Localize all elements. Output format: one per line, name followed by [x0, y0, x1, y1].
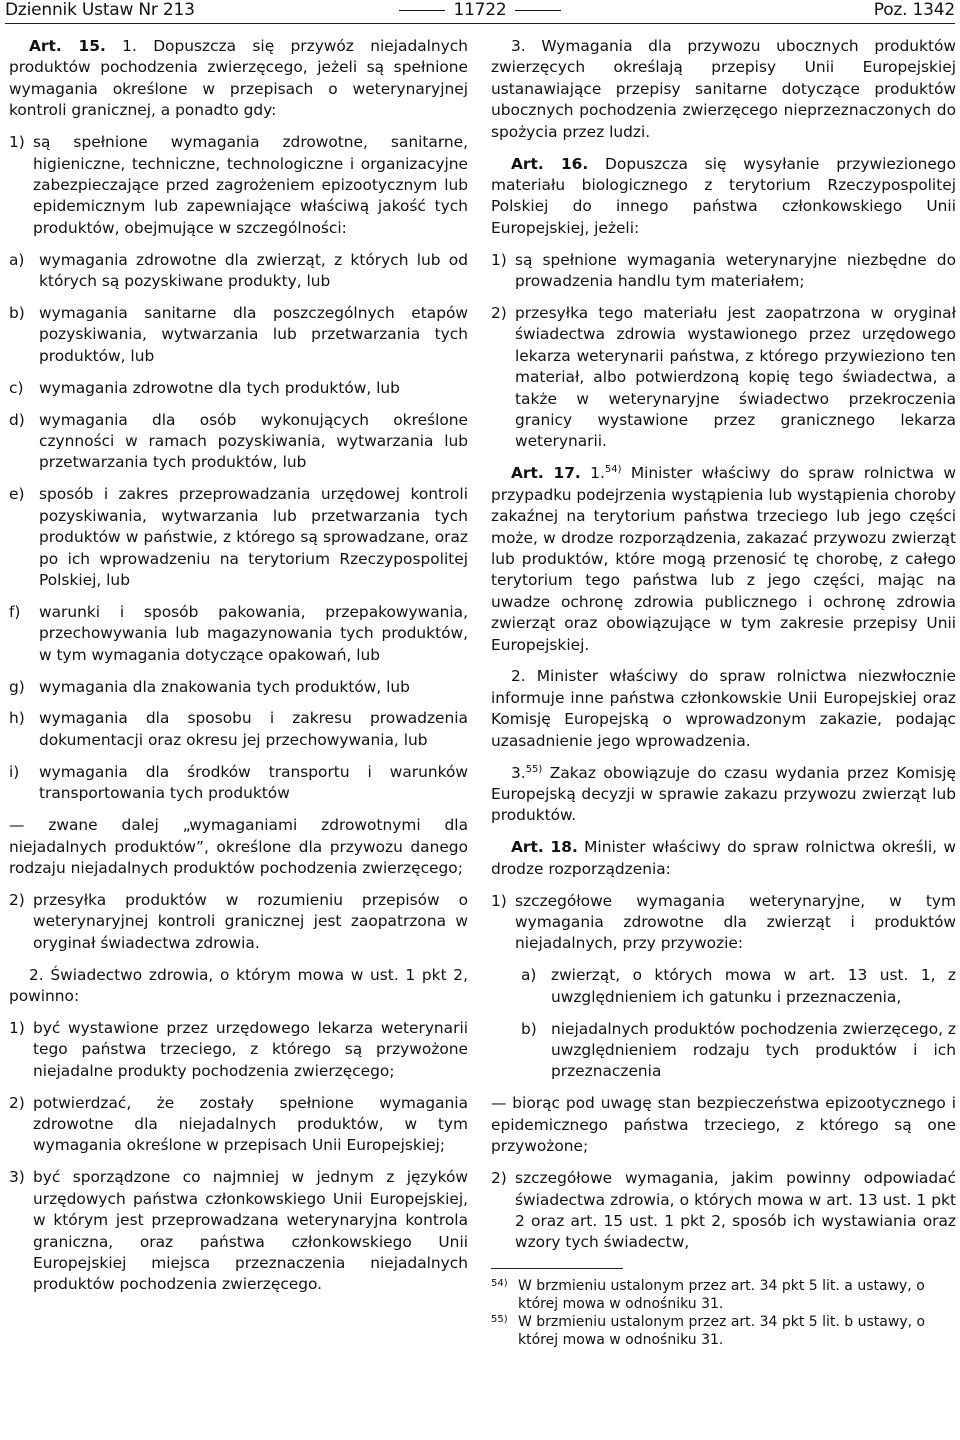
- page-header: [5, 0, 955, 22]
- point-number: 2): [491, 303, 507, 322]
- page-number: 11722: [453, 0, 507, 20]
- dash-left: [399, 10, 445, 11]
- list-item-d: [9, 410, 468, 474]
- art17-paragraph-2: 2. Minister właściwy do spraw rolnictwa niezwłocznie informuje inne państwa członkowskie Unii Europejskiej oraz Komisję Europejską o wprowadzonym zakazie, podając uzasadnienie jego wprowadzenia.: [491, 667, 956, 750]
- header-rule: [5, 23, 955, 24]
- art15-point-2: [9, 890, 468, 954]
- item-text: wymagania dla znakowania tych produktów, lub: [39, 677, 410, 696]
- point-text: szczegółowe wymagania, jakim powinny odpowiadać świadectwa zdrowia, o których mowa w art. 13 ust. 1 pkt 2 oraz art. 15 ust. 1 pkt 2, sposób ich wystawiania oraz wzory tych świadectw,: [515, 1169, 956, 1252]
- item-letter: d): [9, 410, 25, 429]
- art18-label: Art. 18.: [511, 838, 578, 857]
- item-text: wymagania zdrowotne dla zwierząt, z których lub od których są pozyskiwane produkty, lub: [39, 250, 468, 291]
- dash-right: [515, 10, 561, 11]
- point-text: są spełnione wymagania zdrowotne, sanitarne, higieniczne, techniczne, technologiczne i organizacyjne zabezpieczające przed zagrożeniem epizootycznym lub epidemicznym lub zapewniające właściwą jakość tych produktów, obejmujące w szczególności:: [33, 133, 468, 237]
- item-text: zwierząt, o których mowa w art. 13 ust. 1, z uwzględnieniem ich gatunku i przeznaczenia,: [551, 966, 956, 1006]
- point-number: 2): [9, 890, 25, 909]
- art15-text: 1. Dopuszcza się przywóz niejadalnych produktów pochodzenia zwierzęcego, jeżeli są spełnione wymagania określone w przepisach o weterynaryjnej kontroli granicznej, a ponadto gdy:: [9, 37, 468, 120]
- page-number-wrap: [5, 0, 955, 20]
- item-text: wymagania dla sposobu i zakresu prowadzenia dokumentacji oraz okresu jej przechowywania, lub: [39, 709, 468, 749]
- item-letter: h): [9, 709, 25, 728]
- point-number: 1): [9, 133, 25, 152]
- item-text: niejadalnych produktów pochodzenia zwierzęcego, z uwzględnieniem rodzaju tych produktów i ich przeznaczenia: [551, 1019, 956, 1081]
- art15-paragraph-3: 3. Wymagania dla przywozu ubocznych produktów zwierzęcych określają przepisy Unii Europejskiej ustanawiające przepisy sanitarne dotyczące produktów ubocznych pochodzenia zwierzęcego nieprzeznaczonych do spożycia przez ludzi.: [491, 37, 956, 141]
- art18-point-2: [491, 1168, 956, 1254]
- item-letter: b): [9, 303, 25, 322]
- footnote-54: [491, 1277, 956, 1313]
- art18-sub-item-b: [491, 1019, 956, 1083]
- right-column: [491, 36, 956, 1349]
- art17-paragraph-1: [491, 463, 956, 656]
- art15-paragraph-1: [9, 36, 468, 122]
- art18-paragraph: [491, 837, 956, 880]
- art17-number: 1.: [590, 464, 605, 483]
- list-item-f: [9, 602, 468, 666]
- art18-sub-item-a: [491, 965, 956, 1008]
- certificate-requirement-1: [9, 1018, 468, 1082]
- paragraph-text: Zakaz obowiązuje do czasu wydania przez Komisję Europejską decyzji w sprawie zakazu przywozu zwierząt lub produktów.: [491, 763, 956, 825]
- item-letter: i): [9, 762, 20, 781]
- art16-text: Dopuszcza się wysyłanie przywiezionego materiału biologicznego z terytorium Rzeczypospolitej Polskiej do innego państwa członkowskiego Unii Europejskiej, jeżeli:: [491, 154, 956, 237]
- defined-term-paragraph: — zwane dalej „wymaganiami zdrowotnymi dla niejadalnych produktów”, określone dla przywozu danego rodzaju niejadalnych produktów pochodzenia zwierzęcego;: [9, 816, 468, 877]
- art16-point-1: [491, 250, 956, 293]
- art18-text: Minister właściwy do spraw rolnictwa określi, w drodze rozporządzenia:: [491, 838, 956, 878]
- item-text: wymagania dla środków transportu i warunków transportowania tych produktów: [39, 762, 468, 803]
- list-item-h: [9, 708, 468, 751]
- point-text: przesyłka tego materiału jest zaopatrzona w oryginał świadectwa zdrowia wystawionego przez urzędowego lekarza weterynarii państwa, z którego przywieziono ten materiał, albo potwierdzoną kopię tego świadectwa, a także w weterynaryjne świadectwo przekroczenia granicy wystawione przez granicznego lekarza weterynarii.: [515, 303, 956, 451]
- list-item-g: [9, 677, 468, 698]
- left-column: [9, 36, 468, 1296]
- item-text: wymagania zdrowotne dla tych produktów, lub: [39, 378, 400, 397]
- list-item-e: [9, 484, 468, 591]
- art18-dash-paragraph: — biorąc pod uwagę stan bezpieczeństwa epizootycznego i epidemicznego państwa trzeciego, z którego są one przywożone;: [491, 1094, 956, 1156]
- footnote-rule: [491, 1268, 623, 1269]
- item-letter: c): [9, 378, 24, 397]
- item-letter: g): [9, 677, 25, 696]
- point-text: przesyłka produktów w rozumieniu przepisów o weterynaryjnej kontroli granicznej jest zaopatrzona w oryginał świadectwa zdrowia.: [33, 890, 468, 952]
- item-letter: a): [521, 966, 537, 985]
- art17-text: Minister właściwy do spraw rolnictwa w przypadku podejrzenia wystąpienia lub wystąpienia choroby zakaźnej na terytorium państwa trzeciego lub jego części może, w drodze rozporządzenia, zakazać przywozu zwierząt lub produktów, które mogą przenosić tę chorobę, z całego terytorium tego państwa lub z jego części, mając na uwadze ochronę zdrowia publicznego i ochronę zdrowia zwierząt oraz obowiązujące w tym zakresie przepisy Unii Europejskiej.: [491, 464, 956, 654]
- point-number: 1): [491, 891, 507, 910]
- footnote-number: 54): [491, 1277, 508, 1289]
- footnote-text: W brzmieniu ustalonym przez art. 34 pkt 5 lit. b ustawy, o której mowa w odnośniku 31.: [518, 1313, 926, 1348]
- point-number: 2): [491, 1169, 507, 1188]
- point-text: być wystawione przez urzędowego lekarza weterynarii tego państwa trzeciego, z którego są przywożone niejadalne produkty pochodzenia zwierzęcego;: [33, 1018, 468, 1080]
- item-letter: b): [521, 1019, 537, 1038]
- paragraph-number: 3.: [511, 763, 526, 782]
- point-text: być sporządzone co najmniej w jednym z języków urzędowych państwa członkowskiego Unii Europejskiej, w którym jest przeprowadzana weterynaryjna kontrola graniczna, oraz państwa członkowskiego Unii Europejskiej miejsca przeznaczenia niejadalnych produktów pochodzenia zwierzęcego.: [33, 1168, 468, 1294]
- item-text: wymagania dla osób wykonujących określone czynności w ramach pozyskiwania, wytwarzania lub przetwarzania tych produktów, lub: [39, 410, 468, 472]
- footnote-ref-54[interactable]: 54): [604, 464, 622, 476]
- footnote-text: W brzmieniu ustalonym przez art. 34 pkt 5 lit. a ustawy, o której mowa w odnośniku 31.: [518, 1277, 925, 1312]
- journal-title: Dziennik Ustaw Nr 213: [5, 0, 195, 20]
- point-number: 2): [9, 1093, 25, 1112]
- art15-label: Art. 15.: [29, 37, 106, 55]
- item-text: sposób i zakres przeprowadzania urzędowej kontroli pozyskiwania, wytwarzania lub przetwarzania tych produktów w państwie, z którego są sprowadzane, oraz po ich wprowadzeniu na terytorium Rzeczypospolitej Polskiej, lub: [39, 485, 468, 589]
- item-letter: e): [9, 485, 25, 504]
- item-letter: f): [9, 602, 21, 621]
- item-text: warunki i sposób pakowania, przepakowywania, przechowywania lub magazynowania tych produktów, w tym wymagania dotyczące opakowań, lub: [39, 602, 468, 664]
- item-letter: a): [9, 250, 25, 269]
- footnote-55: [491, 1313, 956, 1349]
- list-item-b: [9, 303, 468, 367]
- list-item-a: [9, 250, 468, 293]
- certificate-requirement-2: [9, 1093, 468, 1157]
- art15-paragraph-2: 2. Świadectwo zdrowia, o którym mowa w ust. 1 pkt 2, powinno:: [9, 965, 468, 1005]
- art17-label: Art. 17.: [511, 464, 581, 483]
- point-number: 3): [9, 1168, 25, 1187]
- art16-label: Art. 16.: [511, 154, 589, 173]
- list-item-c: [9, 378, 468, 399]
- item-text: wymagania sanitarne dla poszczególnych etapów pozyskiwania, wytwarzania lub przetwarzania tych produktów, lub: [39, 303, 468, 365]
- point-number: 1): [9, 1018, 25, 1037]
- art15-point-1: [9, 132, 468, 239]
- footnote-ref-55[interactable]: 55): [525, 763, 543, 775]
- certificate-requirement-3: [9, 1167, 468, 1295]
- position-number: Poz. 1342: [873, 0, 955, 20]
- point-number: 1): [491, 250, 507, 269]
- point-text: potwierdzać, że zostały spełnione wymagania zdrowotne dla niejadalnych produktów, w tym wymagania określone w przepisach Unii Europejskiej;: [33, 1093, 468, 1155]
- art17-paragraph-3: [491, 763, 956, 827]
- list-item-i: [9, 762, 468, 805]
- art16-point-2: [491, 303, 956, 453]
- point-text: są spełnione wymagania weterynaryjne niezbędne do prowadzenia handlu tym materiałem;: [515, 250, 956, 291]
- footnote-number: 55): [491, 1313, 508, 1325]
- art18-point-1: [491, 891, 956, 955]
- point-text: szczegółowe wymagania weterynaryjne, w tym wymagania zdrowotne dla zwierząt i produktów niejadalnych, przy przywozie:: [515, 891, 956, 953]
- art16-paragraph: [491, 154, 956, 240]
